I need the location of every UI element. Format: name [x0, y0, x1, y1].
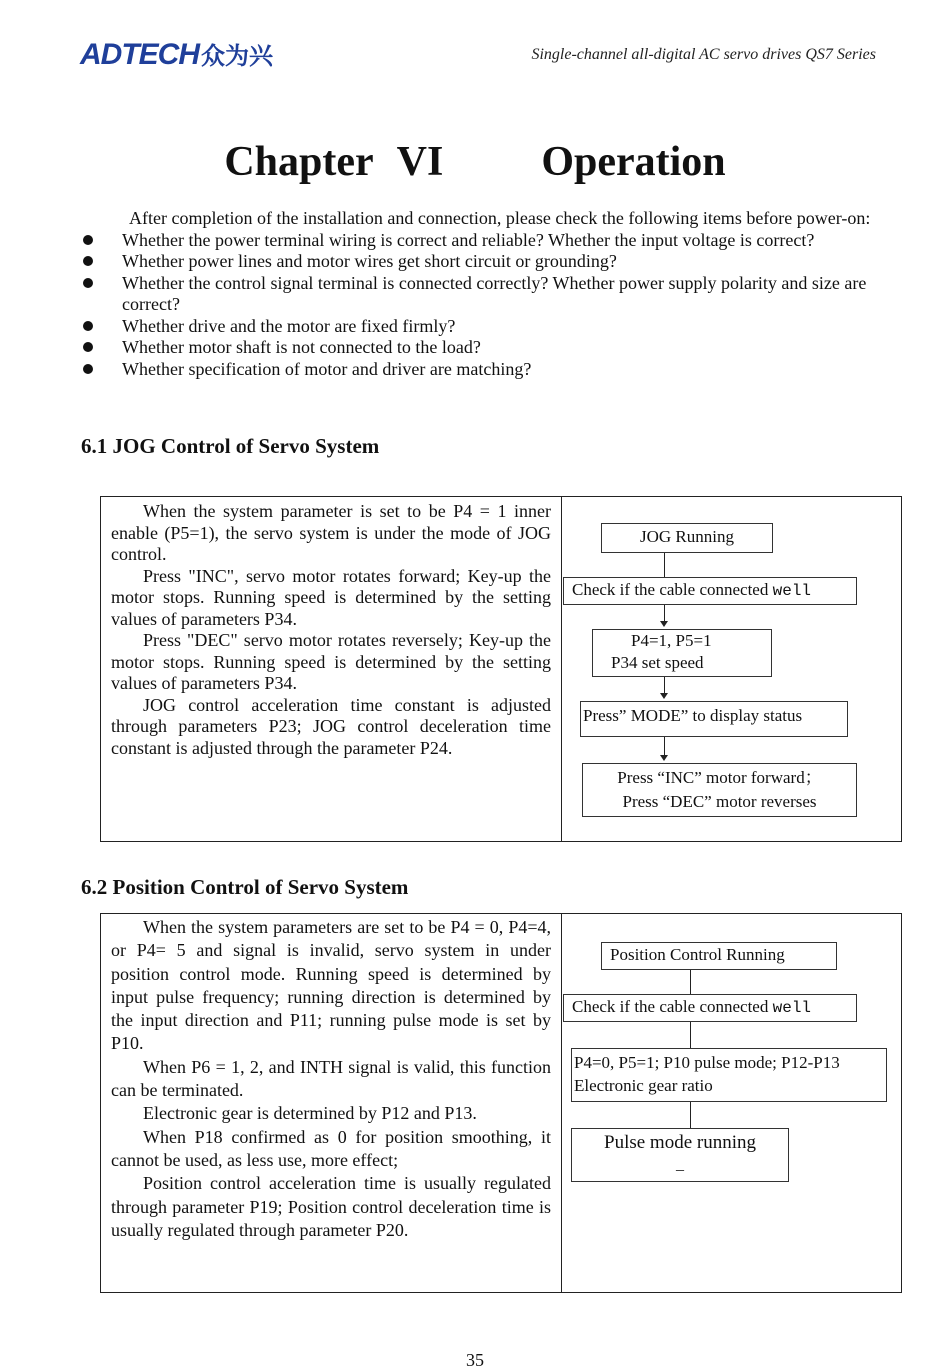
section-title-position: 6.2 Position Control of Servo System: [81, 875, 409, 899]
jog-paragraph: JOG control acceleration time constant is adjusted through parameters P23; JOG control deceleration time constant is adjusted through the parameter P24.: [111, 694, 551, 758]
flow-pulse-mode-label: Pulse mode running: [604, 1132, 756, 1153]
jog-paragraph: Press "INC", servo motor rotates forward; Key-up the motor stops. Running speed is determined by the setting values of parameters P34.: [111, 565, 551, 629]
flow-p4-p5-p10: P4=0, P5=1; P10 pulse mode; P12-P13 Electronic gear ratio: [571, 1048, 887, 1102]
table-divider: [561, 497, 562, 841]
page-number: 35: [466, 1350, 484, 1370]
jog-description: [111, 501, 551, 759]
checklist-item: Whether the control signal terminal is connected correctly? Whether power supply polarity and size are correct?: [81, 273, 881, 316]
flow-dec-line: Press “DEC” motor reverses: [622, 792, 817, 811]
flow-p4-p5-line: P4=1, P5=1: [631, 631, 712, 650]
flow-check-cable-mono: well: [772, 999, 812, 1017]
section-title-jog: 6.1 JOG Control of Servo System: [81, 434, 380, 458]
logo-cn-text: 众为兴: [201, 43, 273, 70]
arrow-down-icon: [660, 755, 668, 761]
flow-connector: [690, 970, 691, 994]
flow-jog-running: JOG Running: [601, 523, 773, 553]
position-description: [111, 916, 551, 1242]
table-divider: [561, 914, 562, 1292]
intro-section: [81, 208, 881, 380]
flow-check-cable-mono: well: [772, 582, 812, 600]
checklist-item: Whether drive and the motor are fixed firmly?: [81, 316, 881, 338]
position-paragraph: When P6 = 1, 2, and INTH signal is valid, this function can be terminated.: [111, 1056, 551, 1101]
flow-inc-line: Press “INC” motor forward；: [617, 768, 822, 787]
series-header: Single-channel all-digital AC servo drives QS7 Series: [531, 46, 876, 63]
flow-connector: [690, 1102, 691, 1128]
adtech-logo: [80, 36, 273, 72]
chapter-title: Chapter VI Operation: [224, 139, 726, 185]
position-table: [100, 913, 902, 1293]
flow-arrow-line: [664, 737, 665, 757]
flow-connector: [690, 1022, 691, 1048]
flow-check-cable-text: Check if the cable connected: [572, 580, 773, 599]
checklist-item: Whether the power terminal wiring is correct and reliable? Whether the input voltage is correct?: [81, 230, 881, 252]
checklist-item: Whether specification of motor and driver are matching?: [81, 359, 881, 381]
jog-paragraph: Press "DEC" servo motor rotates reversely; Key-up the motor stops. Running speed is determined by the setting values of parameters P34.: [111, 630, 551, 693]
flow-p4-p5: [592, 629, 772, 677]
checklist-item: Whether power lines and motor wires get short circuit or grounding?: [81, 251, 881, 273]
intro-paragraph: After completion of the installation and connection, please check the following items before power-on:: [129, 208, 871, 228]
flow-p34-line: P34 set speed: [611, 653, 704, 672]
flow-position-running: Position Control Running: [601, 942, 837, 970]
logo-text: ADTECH: [80, 38, 199, 71]
position-paragraph: When the system parameters are set to be P4 = 0, P4=4, or P4= 5 and signal is invalid, servo system in under position control mode. Running speed is determined by input pulse frequency; running direction is determined by the input direction and P11; running pulse mode is set by P10.: [111, 917, 551, 1054]
flow-check-cable-text: Check if the cable connected: [572, 997, 773, 1016]
arrow-down-icon: [660, 693, 668, 699]
flow-inc-separator: ；: [804, 768, 822, 787]
position-paragraph: When P18 confirmed as 0 for position smoothing, it cannot be used, as less use, more effect;: [111, 1126, 551, 1170]
flow-pulse-mode-running: [571, 1128, 789, 1182]
flow-connector: [664, 553, 665, 577]
arrow-down-icon: [660, 621, 668, 627]
flow-check-cable: [563, 577, 857, 605]
checklist-item: Whether motor shaft is not connected to the load?: [81, 337, 881, 359]
flow-pulse-mark: _: [676, 1156, 684, 1173]
position-paragraph: Electronic gear is determined by P12 and P13.: [143, 1103, 477, 1124]
flow-check-cable: [563, 994, 857, 1022]
jog-paragraph: When the system parameter is set to be P4 = 1 inner enable (P5=1), the servo system is under the mode of JOG control.: [111, 501, 551, 564]
position-paragraph: Position control acceleration time is usually regulated through parameter P19; Position control deceleration time is usually regulated through parameter P20.: [111, 1173, 551, 1240]
checklist: [81, 230, 881, 381]
jog-table: [100, 496, 902, 842]
flow-press-inc-dec: [582, 763, 857, 817]
flow-press-mode: Press” MODE” to display status: [580, 701, 848, 737]
